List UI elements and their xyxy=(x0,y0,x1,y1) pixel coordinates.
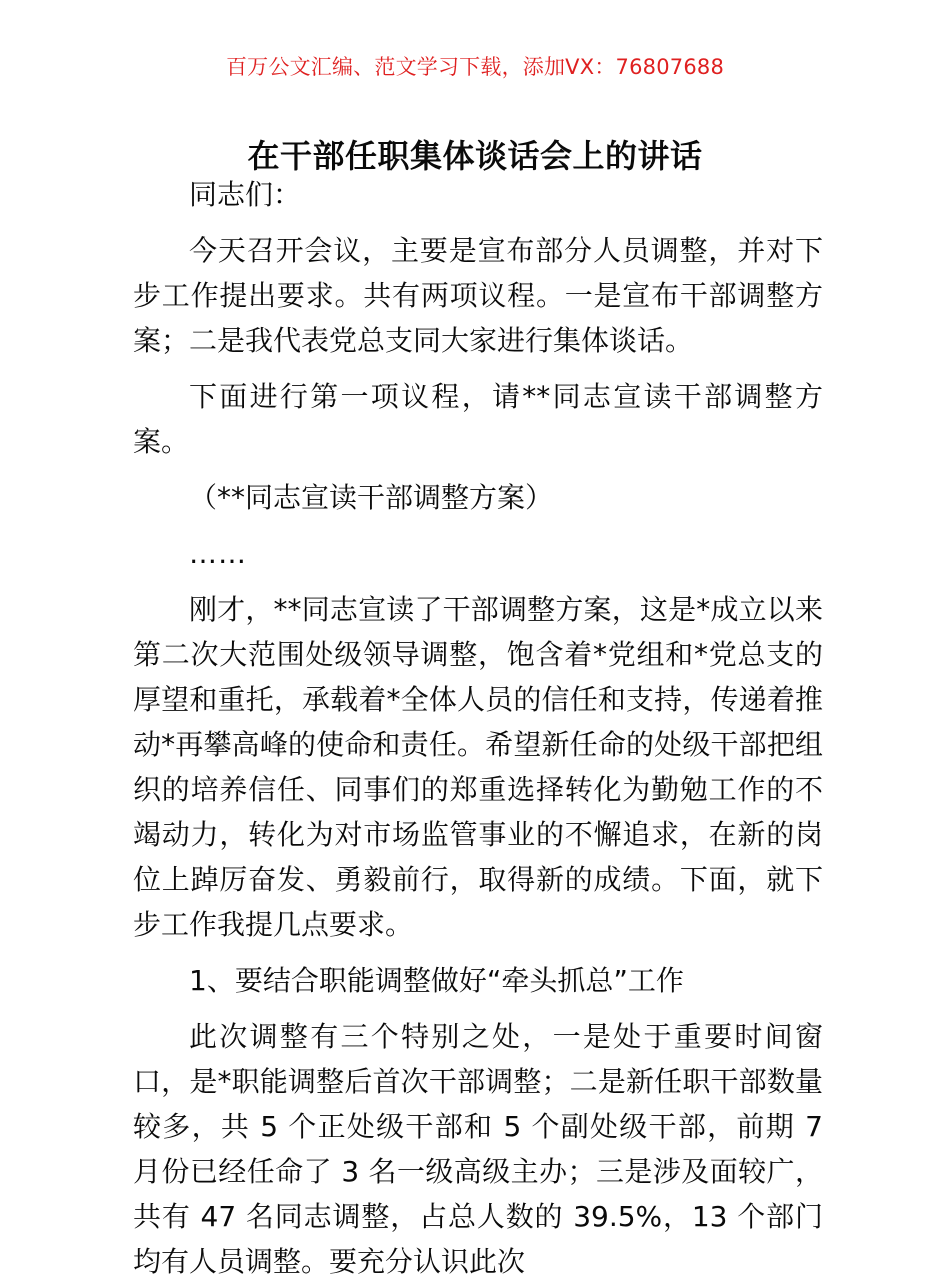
paragraph-ellipsis: …… xyxy=(189,537,247,570)
paragraph-intro: 今天召开会议，主要是宣布部分人员调整，并对下步工作提出要求。共有两项议程。一是宣布干部调整方案；二是我代表党总支同大家进行集体谈话。 xyxy=(133,234,823,357)
document-body xyxy=(133,172,823,1284)
paragraph-parenthetical-note: （**同志宣读干部调整方案） xyxy=(189,481,554,514)
paragraph-main-remarks: 刚才，**同志宣读了干部调整方案，这是*成立以来第二次大范围处级领导调整，饱含着*党组和*党总支的厚望和重托，承载着*全体人员的信任和支持，传递着推动*再攀高峰的使命和责任。希望新任命的处级干部把组织的培养信任、同事们的郑重选择转化为勤勉工作的不竭动力，转化为对市场监管事业的不懈追求，在新的岗位上踔厉奋发、勇毅前行，取得新的成绩。下面，就下步工作我提几点要求。 xyxy=(133,593,823,941)
paragraph-adjustment-details: 此次调整有三个特别之处，一是处于重要时间窗口，是*职能调整后首次干部调整；二是新任职干部数量较多，共 5 个正处级干部和 5 个副处级干部，前期 7 月份已经任命了 3 名一级高级主办；三是涉及面较广，共有 47 名同志调整，占总人数的 39.5%，13 个部门均有人员调整。要充分认识此次 xyxy=(133,1020,823,1278)
page-title: 在干部任职集体谈话会上的讲话 xyxy=(247,137,703,176)
salutation-line: 同志们： xyxy=(189,178,302,211)
section-heading-1: 1、要结合职能调整做好“牵头抓总”工作 xyxy=(189,964,684,997)
paragraph-first-agenda: 下面进行第一项议程，请**同志宣读干部调整方案。 xyxy=(133,380,823,458)
promo-banner-text: 百万公文汇编、范文学习下载，添加VX：76807688 xyxy=(225,55,725,79)
